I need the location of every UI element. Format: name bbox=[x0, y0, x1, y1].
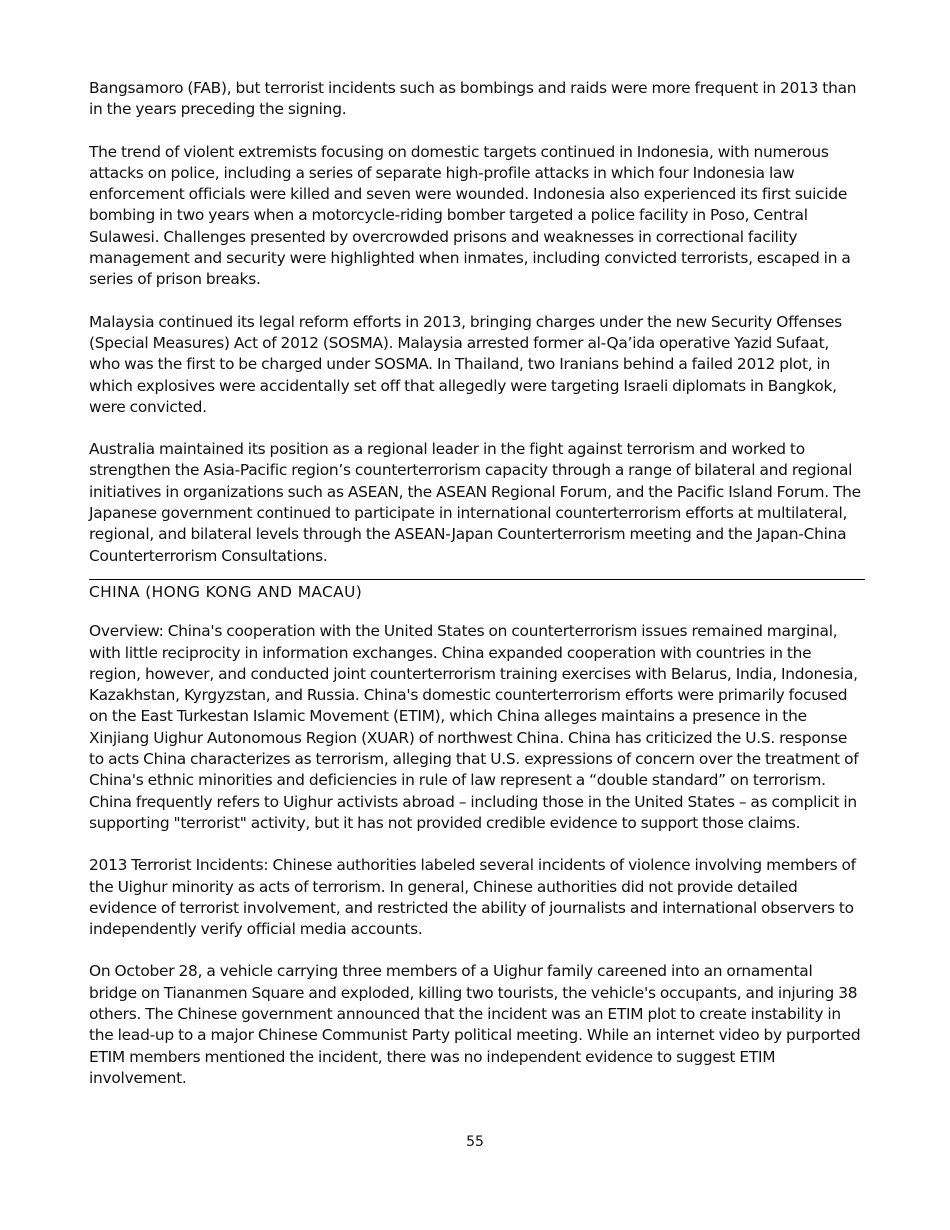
paragraph-overview: Overview: China's cooperation with the United States on counterterrorism issues remained marginal, with little reciprocity in information exchanges. China expanded cooperation with countries in the region, however, and conducted joint counterterrorism training exercises with Belarus, India, Indonesia, Kazakhstan, Kyrgyzstan, and Russia. China's domestic counterterrorism efforts were primarily focused on the East Turkestan Islamic Movement (ETIM), which China alleges maintains a presence in the Xinjiang Uighur Autonomous Region (XUAR) of northwest China. China has criticized the U.S. response to acts China characterizes as terrorism, alleging that U.S. expressions of concern over the treatment of China's ethnic minorities and deficiencies in rule of law represent a “double standard” on terrorism. China frequently refers to Uighur activists abroad – including those in the United States – as complicit in supporting "terrorist" activity, but it has not provided credible evidence to support those claims. bbox=[89, 622, 859, 832]
paragraph-bangsamoro: Bangsamoro (FAB), but terrorist incidents such as bombings and raids were more frequent in 2013 than in the years preceding the signing. bbox=[89, 79, 857, 119]
page-number: 55 bbox=[466, 1134, 484, 1150]
paragraph-october-28: On October 28, a vehicle carrying three members of a Uighur family careened into an ornamental bridge on Tiananmen Square and exploded, killing two tourists, the vehicle's occupants, and injuring 38 others. The Chinese government announced that the incident was an ETIM plot to create instability in the lead-up to a major Chinese Communist Party political meeting. While an internet video by purported ETIM members mentioned the incident, there was no independent evidence to suggest ETIM involvement. bbox=[89, 962, 861, 1087]
paragraph-terrorist-incidents: 2013 Terrorist Incidents: Chinese authorities labeled several incidents of violence involving members of the Uighur minority as acts of terrorism. In general, Chinese authorities did not provide detailed evidence of terrorist involvement, and restricted the ability of journalists and international observers to independently verify official media accounts. bbox=[89, 856, 856, 939]
section-divider bbox=[89, 579, 865, 580]
paragraph-indonesia: The trend of violent extremists focusing on domestic targets continued in Indonesia, with numerous attacks on police, including a series of separate high-profile attacks in which four Indonesia law enforcement officials were killed and seven were wounded. Indonesia also experienced its first suicide bombing in two years when a motorcycle-riding bomber targeted a police facility in Poso, Central Sulawesi. Challenges presented by overcrowded prisons and weaknesses in correctional facility management and security were highlighted when inmates, including convicted terrorists, escaped in a series of prison breaks. bbox=[89, 142, 851, 289]
section-heading: CHINA (HONG KONG AND MACAU) bbox=[89, 582, 363, 601]
document-page bbox=[89, 78, 861, 1110]
paragraph-australia-japan: Australia maintained its position as a regional leader in the fight against terrorism and worked to strengthen the Asia-Pacific region’s counterterrorism capacity through a range of bilateral and regional initiatives in organizations such as ASEAN, the ASEAN Regional Forum, and the Pacific Island Forum. The Japanese government continued to participate in international counterterrorism efforts at multilateral, regional, and bilateral levels through the ASEAN-Japan Counterterrorism meeting and the Japan-China Counterterrorism Consultations. bbox=[89, 440, 861, 565]
paragraph-malaysia-thailand: Malaysia continued its legal reform efforts in 2013, bringing charges under the new Security Offenses (Special Measures) Act of 2012 (SOSMA). Malaysia arrested former al-Qa’ida operative Yazid Sufaat, who was the first to be charged under SOSMA. In Thailand, two Iranians behind a failed 2012 plot, in which explosives were accidentally set off that allegedly were targeting Israeli diplomats in Bangkok, were convicted. bbox=[89, 312, 842, 416]
